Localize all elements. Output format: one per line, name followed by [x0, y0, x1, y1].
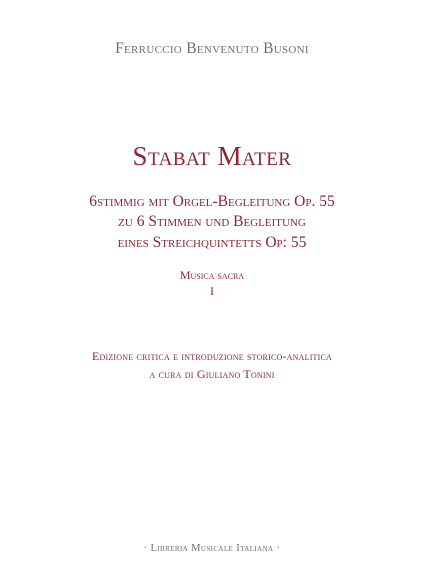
- subtitle-line-1: 6stimmig mit Orgel-Begleitung Op. 55: [89, 193, 335, 210]
- edition-line-1: Edizione critica e introduzione storico-analitica: [91, 349, 333, 363]
- series-number: I: [210, 284, 214, 298]
- subtitle-line-2: zu 6 Stimmen und Begleitung: [118, 213, 306, 230]
- author-name: Ferruccio Benvenuto Busoni: [115, 40, 309, 57]
- series-name: Musica sacra: [179, 268, 245, 282]
- publisher-name: · Libreria Musicale Italiana ·: [143, 543, 281, 554]
- work-title: Stabat Mater: [132, 141, 292, 171]
- edition-line-2: a cura di Giuliano Tonini: [149, 367, 275, 381]
- subtitle-line-3: eines Streichquintetts Op: 55: [117, 234, 307, 251]
